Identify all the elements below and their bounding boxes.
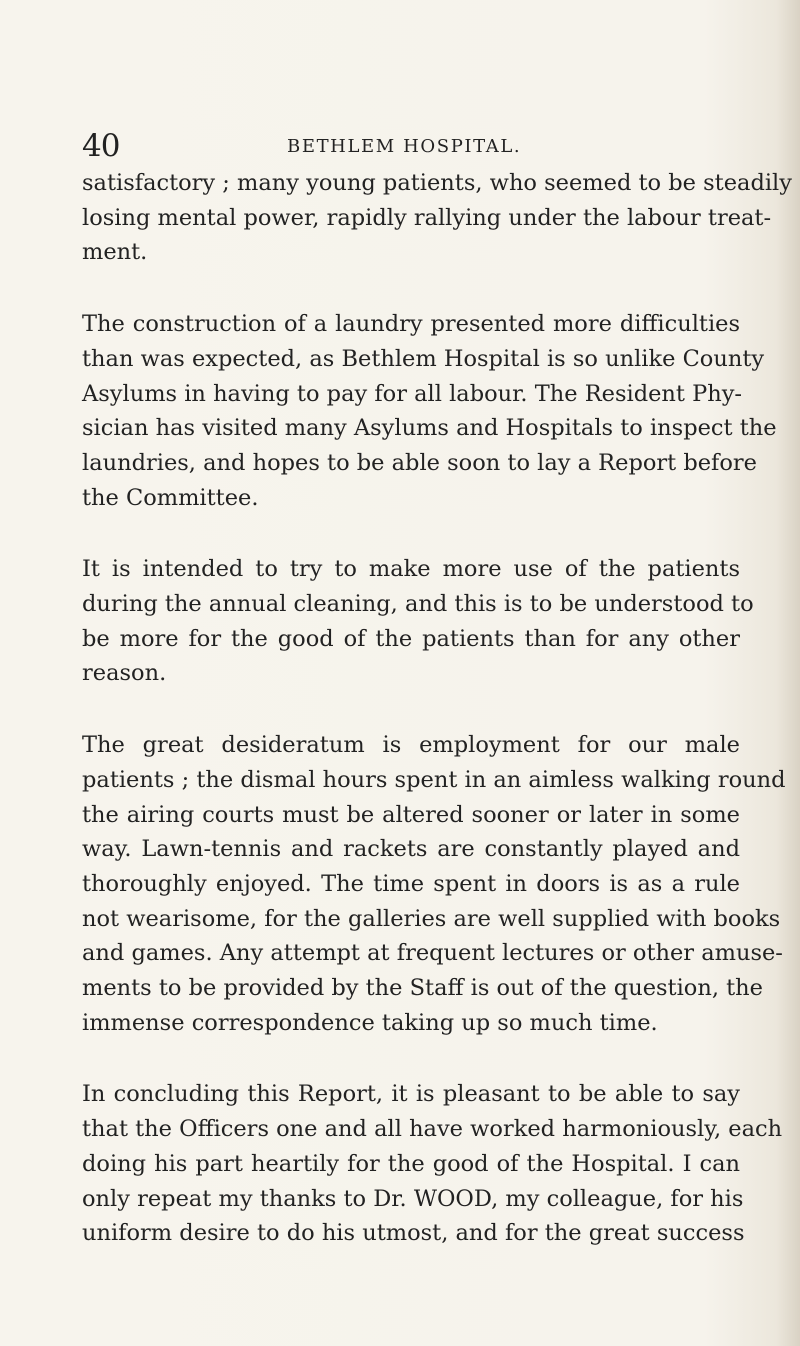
text-line: the airing courts must be altered sooner or later in some [82, 801, 740, 828]
text-line: Asylums in having to pay for all labour. The Resident Phy- [82, 380, 743, 407]
paragraph [82, 728, 786, 1040]
paragraph [82, 552, 782, 691]
text-line: the Committee. [82, 484, 259, 511]
text-line: that the Officers one and all have worked harmoniously, each [82, 1116, 783, 1143]
text-line: uniform desire to do his utmost, and for the great success [82, 1220, 745, 1247]
text-line: ment. [82, 239, 148, 266]
page-header [82, 128, 742, 168]
paragraph [82, 166, 792, 270]
text-line: doing his part heartily for the good of the Hospital. I can [82, 1150, 740, 1177]
text-line: reason. [82, 660, 167, 687]
text-line: The great desideratum is employment for our male [82, 732, 740, 759]
text-line: immense correspondence taking up so much time. [82, 1009, 658, 1036]
text-line: ments to be provided by the Staff is out of the question, the [82, 975, 763, 1002]
text-line: patients ; the dismal hours spent in an aimless walking round [82, 766, 786, 793]
text-line: and games. Any attempt at frequent lectures or other amuse- [82, 940, 783, 967]
paragraph [82, 1077, 782, 1251]
text-line: sician has visited many Asylums and Hospitals to inspect the [82, 415, 777, 442]
text-line: satisfactory ; many young patients, who seemed to be steadily [82, 170, 792, 196]
body-text [82, 166, 792, 1288]
text-line: thoroughly enjoyed. The time spent in doors is as a rule [82, 870, 740, 897]
text-line: be more for the good of the patients than for any other [82, 625, 740, 652]
text-line: way. Lawn-tennis and rackets are constantly played and [82, 836, 740, 863]
text-line: than was expected, as Bethlem Hospital is so unlike County [82, 345, 765, 372]
running-head: BETHLEM HOSPITAL. [287, 136, 522, 157]
text-line: In concluding this Report, it is pleasant to be able to say [82, 1081, 740, 1108]
text-line: The construction of a laundry presented more difficulties [82, 311, 740, 338]
text-line: losing mental power, rapidly rallying under the labour treat- [82, 204, 772, 231]
paragraph [82, 307, 782, 515]
text-line: It is intended to try to make more use of the patients [82, 556, 740, 583]
text-line: laundries, and hopes to be able soon to lay a Report before [82, 449, 757, 476]
page-number: 40 [82, 128, 120, 164]
text-line: during the annual cleaning, and this is to be understood to [82, 591, 754, 618]
text-line: not wearisome, for the galleries are well supplied with books [82, 905, 781, 932]
text-line: only repeat my thanks to Dr. WOOD, my colleague, for his [82, 1185, 744, 1212]
